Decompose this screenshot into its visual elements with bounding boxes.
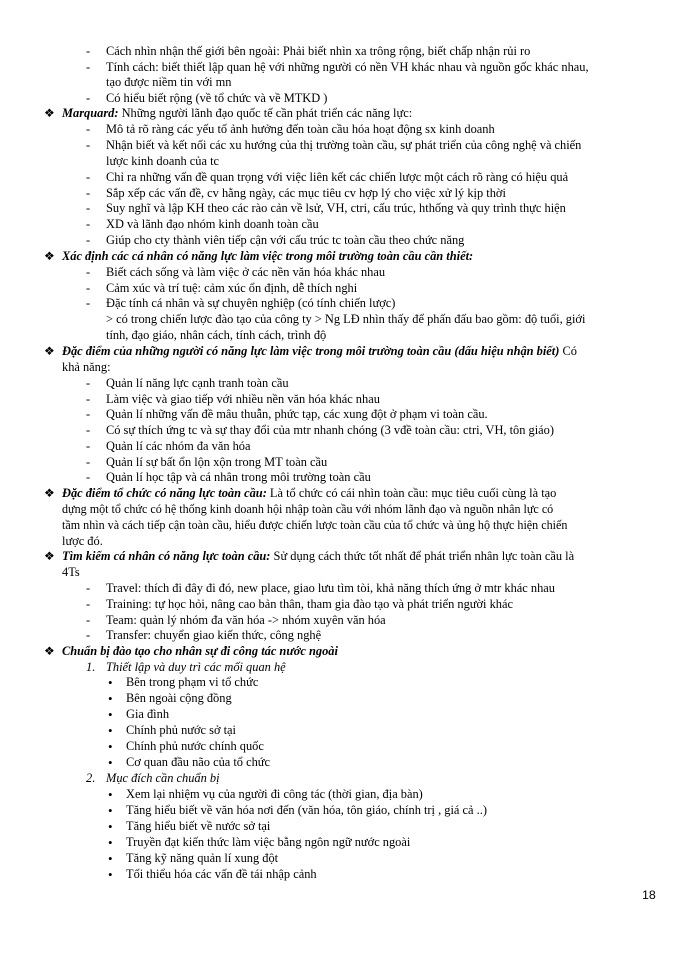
diamond-bullet-icon: ❖	[44, 644, 55, 658]
sub2-item: Tăng kỹ năng quản lí xung đột	[126, 851, 279, 865]
dacdiem-label: Đặc điểm của những người có năng lực làm việc trong môi trường toàn cầu (dấu hiệu nhận biết)	[62, 344, 560, 358]
bullet-dot-icon: •	[108, 723, 113, 738]
tochuc-text-cont: dựng một tổ chức có hệ thống kinh doanh hội nhập toàn cầu với nhóm lãnh đạo và nguồn nhân lực có	[62, 502, 554, 516]
dash-marker: -	[86, 581, 91, 595]
bullet-dot-icon: •	[108, 851, 113, 866]
xacdinh-item: Biết cách sống và làm việc ở các nền văn hóa khác nhau	[106, 265, 386, 279]
dash-marker: -	[86, 455, 91, 469]
dash-marker: -	[86, 628, 91, 642]
diamond-bullet-icon: ❖	[44, 549, 55, 563]
dash-marker: -	[86, 392, 91, 406]
section-marquard	[62, 106, 412, 121]
dacdiem-item: Quản lí những vấn đề mâu thuẫn, phức tạp, các xung đột ở phạm vi toàn cầu.	[106, 407, 488, 421]
bullet-dot-icon: •	[108, 787, 113, 802]
marquard-item: Mô tả rõ ràng các yếu tố ảnh hưởng đến toàn cầu hóa hoạt động sx kinh doanh	[106, 122, 495, 136]
sub2-item: Tăng hiểu biết về nước sở tại	[126, 819, 271, 833]
dacdiem-item: Có sự thích ứng tc và sự thay đổi của mtr nhanh chóng (3 vđề toàn cầu: ctri, VH, tôn giáo)	[106, 423, 554, 437]
sub1-title: Thiết lập và duy trì các mối quan hệ	[106, 660, 286, 674]
timkiem-item: Training: tự học hỏi, nâng cao bản thân, tham gia đào tạo và phát triển người khác	[106, 597, 513, 611]
timkiem-text: Sử dụng cách thức tốt nhất để phát triển nhân lực toàn cầu là	[270, 549, 575, 563]
dacdiem-item: Quản lí các nhóm đa văn hóa	[106, 439, 251, 453]
bullet-dot-icon: •	[108, 739, 113, 754]
dash-marker: -	[86, 44, 91, 58]
xacdinh-note: > có trong chiến lược đào tạo của công ty > Ng LĐ nhìn thấy để phấn đấu bao gồm: độ tuổi, giới	[106, 312, 586, 326]
marquard-item-cont: lược kinh doanh của tc	[106, 154, 220, 168]
page-number: 18	[642, 888, 656, 902]
dash-marker: -	[86, 281, 91, 295]
diamond-bullet-icon: ❖	[44, 486, 55, 500]
marquard-item: Giúp cho cty thành viên tiếp cận với cấu trúc tc toàn cầu theo chức năng	[106, 233, 465, 247]
dacdiem-item: Quản lí học tập và cá nhân trong môi trường toàn cầu	[106, 470, 371, 484]
diamond-bullet-icon: ❖	[44, 106, 55, 120]
dash-marker: -	[86, 407, 91, 421]
section-timkiem	[62, 549, 574, 564]
timkiem-item: Travel: thích đi đây đi đó, new place, giao lưu tìm tòi, khả năng thích ứng ở mtr khác nhau	[106, 581, 555, 595]
dash-marker: -	[86, 217, 91, 231]
marquard-text: Những người lãnh đạo quốc tế cần phát triển các năng lực:	[118, 106, 413, 120]
intro-item: Tính cách: biết thiết lập quan hệ với những người có nền VH khác nhau và nguồn gốc khác nhau,	[106, 60, 589, 74]
section-chuanbi-heading: Chuẩn bị đào tạo cho nhân sự đi công tác nước ngoài	[62, 644, 338, 658]
bullet-dot-icon: •	[108, 803, 113, 818]
intro-item: Có hiểu biết rộng (về tổ chức và về MTKD )	[106, 91, 328, 105]
bullet-dot-icon: •	[108, 691, 113, 706]
tochuc-text: Là tổ chức có cái nhìn toàn cầu: mục tiêu cuối cùng là tạo	[266, 486, 557, 500]
dacdiem-text: Có	[559, 344, 577, 358]
dash-marker: -	[86, 91, 91, 105]
bullet-dot-icon: •	[108, 835, 113, 850]
tochuc-label: Đặc điểm tổ chức có năng lực toàn cầu:	[62, 486, 267, 500]
dash-marker: -	[86, 122, 91, 136]
section-dacdiem	[62, 344, 577, 359]
sub1-item: Gia đình	[126, 707, 170, 721]
dash-marker: -	[86, 470, 91, 484]
dash-marker: -	[86, 439, 91, 453]
tochuc-text-cont: tầm nhìn và cách tiếp cận toàn cầu, hiểu được chiến lược toàn cầu của tổ chức và ủng hộ thực hiện chiến	[62, 518, 568, 532]
bullet-dot-icon: •	[108, 867, 113, 882]
marquard-label: Marquard:	[62, 106, 119, 120]
sub2-item: Tối thiểu hóa các vấn đề tái nhập cảnh	[126, 867, 317, 881]
timkiem-text-cont: 4Ts	[62, 565, 80, 579]
dash-marker: -	[86, 186, 91, 200]
sub1-item: Bên ngoài cộng đồng	[126, 691, 232, 705]
timkiem-item: Team: quản lý nhóm đa văn hóa -> nhóm xuyên văn hóa	[106, 613, 386, 627]
intro-item: Cách nhìn nhận thế giới bên ngoài: Phải biết nhìn xa trông rộng, biết chấp nhận rủi ro	[106, 44, 531, 58]
sub1-item: Chính phủ nước chính quốc	[126, 739, 264, 753]
sub2-number: 2.	[86, 771, 96, 785]
dash-marker: -	[86, 201, 91, 215]
diamond-bullet-icon: ❖	[44, 344, 55, 358]
sub2-item: Xem lại nhiệm vụ của người đi công tác (thời gian, địa bàn)	[126, 787, 423, 801]
timkiem-label: Tìm kiếm cá nhân có năng lực toàn cầu:	[62, 549, 271, 563]
sub1-item: Chính phủ nước sở tại	[126, 723, 236, 737]
sub1-number: 1.	[86, 660, 96, 674]
marquard-item: Nhận biết và kết nối các xu hướng của thị trường toàn cầu, sự phát triển của công nghệ và chiến	[106, 138, 582, 152]
dacdiem-item: Quản lí sự bất ổn lộn xộn trong MT toàn cầu	[106, 455, 328, 469]
bullet-dot-icon: •	[108, 755, 113, 770]
bullet-dot-icon: •	[108, 819, 113, 834]
dash-marker: -	[86, 613, 91, 627]
section-xacdinh-heading: Xác định các cá nhân có năng lực làm việc trong môi trường toàn cầu cần thiết:	[62, 249, 474, 263]
section-tochuc	[62, 486, 556, 501]
dash-marker: -	[86, 597, 91, 611]
dash-marker: -	[86, 60, 91, 74]
diamond-bullet-icon: ❖	[44, 249, 55, 263]
dash-marker: -	[86, 376, 91, 390]
sub2-item: Tăng hiểu biết về văn hóa nơi đến (văn hóa, tôn giáo, chính trị , giá cả ..)	[126, 803, 487, 817]
timkiem-item: Transfer: chuyển giao kiến thức, công nghệ	[106, 628, 322, 642]
sub1-item: Cơ quan đầu não của tổ chức	[126, 755, 271, 769]
xacdinh-item: Cảm xúc và trí tuệ: cảm xúc ổn định, dễ thích nghi	[106, 281, 358, 295]
marquard-item: XD và lãnh đạo nhóm kinh doanh toàn cầu	[106, 217, 319, 231]
intro-item-cont: tạo được niềm tin với mn	[106, 75, 232, 89]
sub1-item: Bên trong phạm vi tổ chức	[126, 675, 259, 689]
dacdiem-text-cont: khả năng:	[62, 360, 111, 374]
marquard-item: Chỉ ra những vấn đề quan trọng với việc liên kết các chiến lược một cách rõ ràng có hiệu quả	[106, 170, 569, 184]
dash-marker: -	[86, 296, 91, 310]
dacdiem-item: Làm việc và giao tiếp với nhiều nền văn hóa khác nhau	[106, 392, 380, 406]
marquard-item: Suy nghĩ và lập KH theo các rào cản về lsử, VH, ctri, cấu trúc, hthống và quy trình thực hiện	[106, 201, 566, 215]
dacdiem-item: Quản lí năng lực cạnh tranh toàn cầu	[106, 376, 289, 390]
marquard-item: Sắp xếp các vấn đề, cv hằng ngày, các mục tiêu cv hợp lý cho việc xử lý kịp thời	[106, 186, 506, 200]
dash-marker: -	[86, 138, 91, 152]
bullet-dot-icon: •	[108, 675, 113, 690]
bullet-dot-icon: •	[108, 707, 113, 722]
tochuc-text-cont: lược đó.	[62, 534, 103, 548]
xacdinh-note: tính, đạo giáo, nhân cách, tính cách, trình độ	[106, 328, 327, 342]
sub2-item: Truyền đạt kiến thức làm việc bằng ngôn ngữ nước ngoài	[126, 835, 411, 849]
xacdinh-item: Đặc tính cá nhân và sự chuyên nghiệp (có tính chiến lược)	[106, 296, 396, 310]
dash-marker: -	[86, 170, 91, 184]
sub2-title: Mục đích cần chuẩn bị	[106, 771, 220, 785]
dash-marker: -	[86, 265, 91, 279]
dash-marker: -	[86, 233, 91, 247]
dash-marker: -	[86, 423, 91, 437]
